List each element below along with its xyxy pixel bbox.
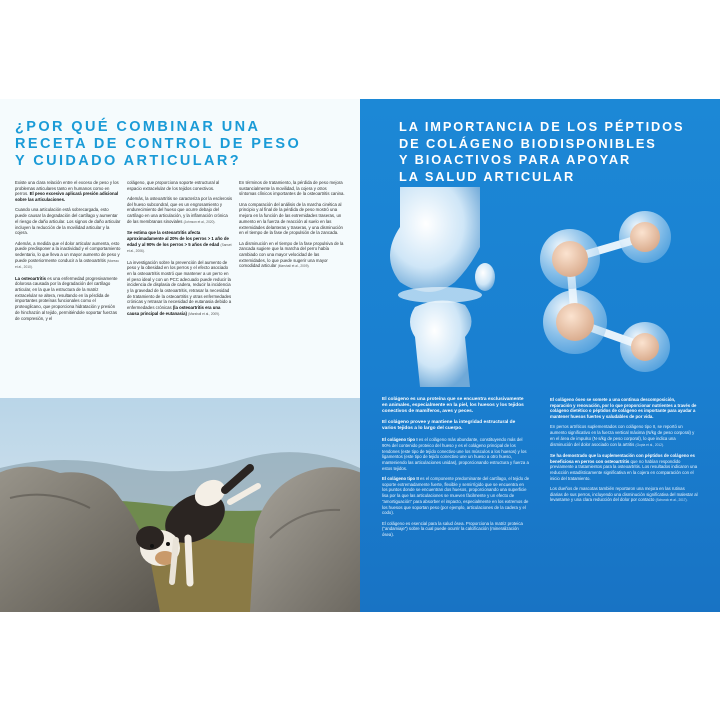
paragraph — [15, 241, 121, 272]
title-line: DE COLÁGENO BIODISPONIBLES — [399, 135, 657, 151]
right-text-column-1 — [382, 397, 530, 542]
title-line: LA SALUD ARTICULAR — [399, 168, 576, 184]
paragraph — [550, 397, 698, 420]
paragraph — [15, 180, 121, 203]
title-line: RECETA DE CONTROL DE PESO — [15, 136, 302, 152]
bold-text: Se ha demostrado que la suplementación con péptidos de colágeno es beneficiosa en perros con osteoartritis — [550, 452, 695, 464]
paragraph — [382, 437, 530, 471]
left-text-column-2 — [127, 180, 233, 322]
right-page — [360, 99, 720, 612]
text: Existe una clara relación entre el exceso de peso y los problemas articulares tanto en humanos como en perros. — [15, 180, 119, 197]
bold-text: El peso excesivo aplicará presión adicional sobre las articulaciones. — [15, 191, 119, 203]
citation: (Gupta et al., 2012). — [635, 442, 664, 447]
paragraph — [550, 424, 698, 448]
collagen-molecule-icon — [540, 211, 671, 372]
paragraph — [15, 276, 121, 322]
paragraph — [550, 453, 698, 482]
text: es el componente predominante del cartílago, el tejido de soporte extremadamente fuerte, flexible y semirrígido que se encuentra en los puntos donde se encuentran dos huesos, proporcionando una superficie lisa por la que las articulaciones se mueven fácilmente y un efecto de "amortiguación" para absorber el impacto, especialmente en los extremos de los huesos que soportan peso (por ejemplo, articulaciones de la cadera y el codo). — [382, 476, 530, 516]
right-page-title — [399, 119, 719, 185]
paragraph — [382, 420, 530, 432]
citation: (Moreau et al., 2010). — [15, 258, 119, 270]
left-text-column-3 — [239, 180, 345, 275]
knee-molecule-art — [360, 187, 720, 387]
bold-text: (la osteoartritis era una causa principal de eutanasia) — [127, 305, 221, 316]
text: que no habían respondido previamente a tratamientos para la osteoartritis. Los resultados indicaron una reducción estadísticamente significativa en la cojera en comparación con el inicio del tratamiento. — [550, 458, 698, 481]
paragraph — [127, 230, 233, 255]
left-page — [0, 99, 360, 612]
dog-on-rocks-photo — [0, 398, 360, 612]
title-line: Y BIOACTIVOS PARA APOYAR — [399, 152, 632, 167]
text: es el colágeno más abundante, constituyendo más del 90% del contenido proteico del hueso y es el colágeno principal de los tendones (este tipo de tejido conectivo une los músculos a los huesos) y los ligamentos (este tipo de tejido conectivo une un hueso a otro hueso, manteniendo las articulaciones unidas), proporcionando estructura y fuerza a estos tejidos. — [382, 437, 529, 471]
citation: (Marshall et al., 2009). — [277, 264, 310, 269]
knee-bone-icon — [390, 187, 495, 387]
citation: (Schunck et al., 2017). — [655, 498, 688, 503]
right-text-column-2 — [550, 397, 698, 509]
paragraph: Cuando una articulación está sobrecargada, esto puede causar la degradación del cartílago y aumentar el riesgo de daño articular. Los signos de daño articular incluyen la reducción de la movilidad articular y la cojera. — [15, 207, 121, 236]
bold-text: Se estima que la osteoartritis afecta aproximadamente al 20% de los perros > 1 año de edad y al 90% de los perros > 5 años de edad — [127, 230, 229, 247]
bold-text: El colágeno tipo I — [382, 437, 418, 443]
citation: (Marshall et al., 2009). — [188, 311, 220, 316]
citation: (Sanset et al., 2006). — [127, 242, 232, 254]
bold-text: El colágeno óseo se somete a una continua descomposición, reparación y renovación, por lo que proporcionar nutrientes a través de colágeno dietético o péptidos de colágeno es importante para ayudar a mantener huesos fuertes y saludables de por vida. — [550, 397, 697, 420]
paragraph: El colágeno es esencial para la salud ósea. Proporciona la matriz proteica ("andamiaje") sobre la cual puede ocurrir la calcificación (mineralización ósea). — [382, 520, 523, 537]
paragraph — [382, 397, 530, 416]
bold-text: El colágeno provee y mantiene la integridad estructural de varios tejidos a lo largo del cuerpo. — [382, 420, 516, 432]
text: Además, la osteoartritis se caracteriza por la esclerosis del hueso subcondral, que es un engrosamiento y endurecimiento del hueso que ocurre debajo del cartílago en una articulación, y la inflamación crónica de las membranas sinoviales — [127, 196, 233, 224]
paragraph — [382, 476, 530, 516]
text: Los dueños de mascotas también reportaron una mejora en las rutinas diarias de sus perros, incluyendo una disminución significativa del malestar al levantarse y una clara reducción del dolor por contacto — [550, 485, 698, 503]
text: es una enfermedad progresivamente dolorosa causada por la degradación del cartílago articular, en la que la estructura de la matriz extracelular se altera, resultando en la pérdida de importantes proteínas funcionales como el proteoglicano, que proporciona hidratación y presión de hinchazón al tejido, permitiéndole soportar fuerzas de compresión, y el — [15, 275, 118, 321]
title-line: LA IMPORTANCIA DE LOS PÉPTIDOS — [399, 119, 685, 134]
title-line: Y CUIDADO ARTICULAR? — [15, 153, 242, 169]
paragraph — [127, 196, 233, 226]
text: En perros artríticos suplementados con colágeno tipo II, se reportó un aumento significativo en la fuerza vertical máxima (N/kg de peso corporal) y en el área de impulso (N·s/kg de peso corporal), lo que indica una disminución del dolor asociado con la artritis — [550, 424, 695, 447]
bold-text: La osteoartritis — [15, 275, 47, 281]
bold-text: El colágeno es una proteína que se encuentra exclusivamente en animales, especialmente en la piel, los huesos y los tejidos conectivos de mamíferos, aves y peces. — [382, 397, 524, 415]
paragraph — [239, 241, 345, 271]
paragraph — [550, 486, 698, 504]
text: La investigación sobre la prevención del aumento de peso y la obesidad en los perros y el efecto asociado en la osteoartritis mostró que mantener a un perro en el peso ideal y con un PCC adecuado puede reducir la incidencia de displasia de cadera, reducir la incidencia y la gravedad de la osteoartritis, retrasar la necesidad de tratamiento de la osteoartritis y otras enfermedades crónicas y retrasar la necesidad de eutanasia debido a enfermedades crónicas — [127, 259, 232, 311]
left-page-title — [15, 119, 355, 170]
paragraph: Una comparación del análisis de la marcha cinética al principio y al final de la pérdida de peso mostró una mejora en la función de las extremidades traseras, un aumento en la fuerza de reacción al suelo en las extremidades delanteras y traseras, y una disminución en el tiempo de la fase de propulsión de la zancada. — [239, 201, 343, 236]
left-text-column-1 — [15, 180, 121, 326]
text: La disminución en el tiempo de la fase propulsiva de la zancada sugiere que la marcha del perro había cambiado con una mayor velocidad de las extremidades, lo que puede sugerir una mayor comodidad articular — [239, 240, 344, 269]
dog-photo-illustration — [0, 398, 360, 612]
paragraph: colágeno, que proporciona soporte estructural al espacio extracelular de los tejidos conectivos. — [127, 180, 220, 191]
title-line: ¿POR QUÉ COMBINAR UNA — [15, 119, 261, 135]
text: Además, a medida que el dolor articular aumenta, esto puede predisponer a la inactividad y el comportamiento sedentario, lo que lleva a un mayor aumento de peso y puede posteriormente conducir a la osteoartritis — [15, 240, 121, 263]
paragraph: En términos de tratamiento, la pérdida de peso mejora sustancialmente la movilidad, la cojera y otros síntomas clínicos importantes de la osteoartritis canina. — [239, 180, 345, 197]
knee-and-collagen-illustration — [360, 187, 720, 387]
paragraph — [127, 260, 233, 318]
magazine-spread — [0, 99, 720, 612]
bold-text: El colágeno tipo II — [382, 476, 419, 482]
citation: (Johnson et al., 2020). — [183, 219, 216, 224]
